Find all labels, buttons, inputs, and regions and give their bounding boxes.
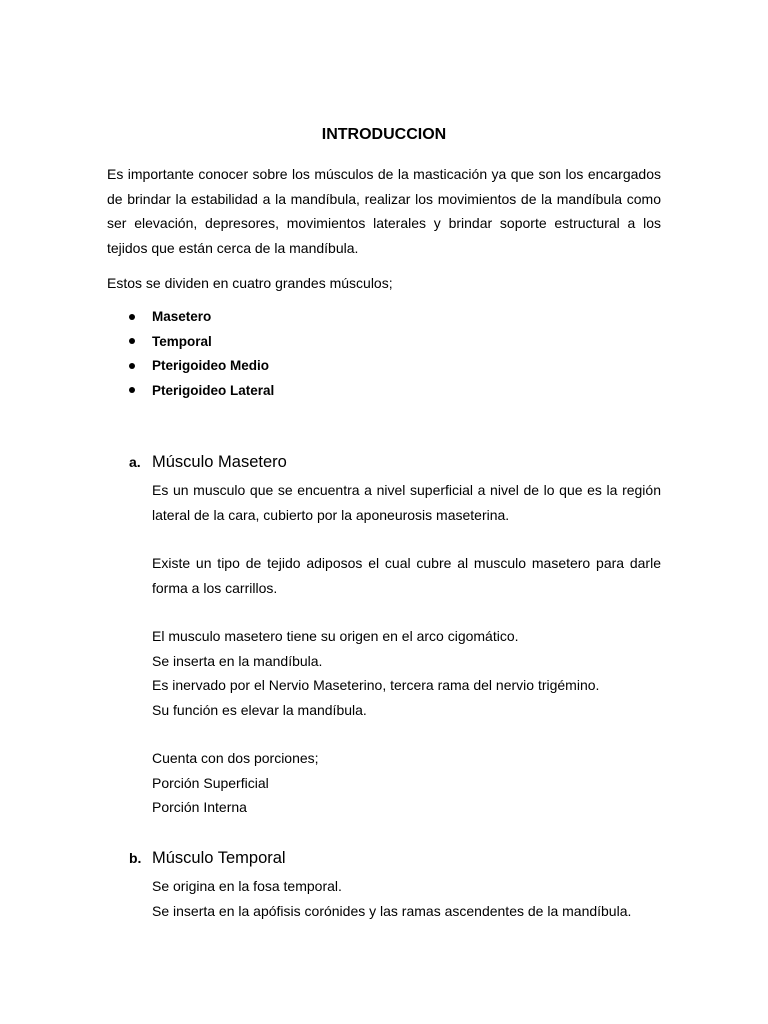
page-title: INTRODUCCION xyxy=(321,126,447,143)
list-item xyxy=(107,305,661,330)
bullet-icon xyxy=(129,387,135,393)
text-line: Es inervado por el Nervio Maseterino, tercera rama del nervio trigémino. xyxy=(152,677,600,693)
list-item xyxy=(107,354,661,379)
list-item-label: Pterigoideo Medio xyxy=(152,358,270,373)
text-line: El musculo masetero tiene su origen en el arco cigomático. xyxy=(152,628,519,644)
masetero-paragraph-2 xyxy=(152,551,661,600)
section-letter: a. xyxy=(129,454,141,470)
text-line: Porción Interna xyxy=(152,799,247,815)
masetero-paragraph-1 xyxy=(152,478,661,527)
text-line: Su función es elevar la mandíbula. xyxy=(152,701,367,718)
masetero-portions xyxy=(152,746,661,820)
masetero-facts xyxy=(152,624,661,722)
temporal-facts xyxy=(152,874,661,923)
section-title: Músculo Masetero xyxy=(152,453,287,471)
text-line: Cuenta con dos porciones; xyxy=(152,750,319,766)
paragraph-text: Es un musculo que se encuentra a nivel superficial a nivel de lo que es la región lateral de la cara, cubierto por la aponeurosis maseterina. xyxy=(152,482,661,523)
divide-paragraph: Estos se dividen en cuatro grandes músculos; xyxy=(107,275,393,291)
list-item xyxy=(107,330,661,355)
list-item-label: Pterigoideo Lateral xyxy=(152,382,275,398)
paragraph-text: Existe un tipo de tejido adiposos el cual cubre al musculo masetero para darle forma a los carrillos. xyxy=(152,555,661,596)
muscle-list xyxy=(107,305,661,403)
section-heading-masetero xyxy=(129,451,669,473)
text-line: Porción Superficial xyxy=(152,774,269,791)
text-line: Se inserta en la mandíbula. xyxy=(152,652,323,669)
bullet-icon xyxy=(129,314,135,320)
text-line: Se origina en la fosa temporal. xyxy=(152,878,342,894)
section-heading-temporal xyxy=(129,847,669,869)
bullet-icon xyxy=(129,338,135,344)
section-letter: b. xyxy=(129,850,142,866)
list-item-label: Temporal xyxy=(152,333,212,349)
intro-paragraph: Es importante conocer sobre los músculos de la masticación ya que son los encargados de brindar la estabilidad a la mandíbula, realizar los movimientos de la mandíbula como ser elevación, depresores, movimientos laterales y brindar soporte estructural a los tejidos que están cerca de la mandíbula. xyxy=(107,166,661,256)
bullet-icon xyxy=(129,363,135,369)
text-line: Se inserta en la apófisis corónides y las ramas ascendentes de la mandíbula. xyxy=(152,902,632,919)
list-item-label: Masetero xyxy=(152,309,212,324)
section-title: Músculo Temporal xyxy=(152,849,286,867)
list-item xyxy=(107,379,661,404)
